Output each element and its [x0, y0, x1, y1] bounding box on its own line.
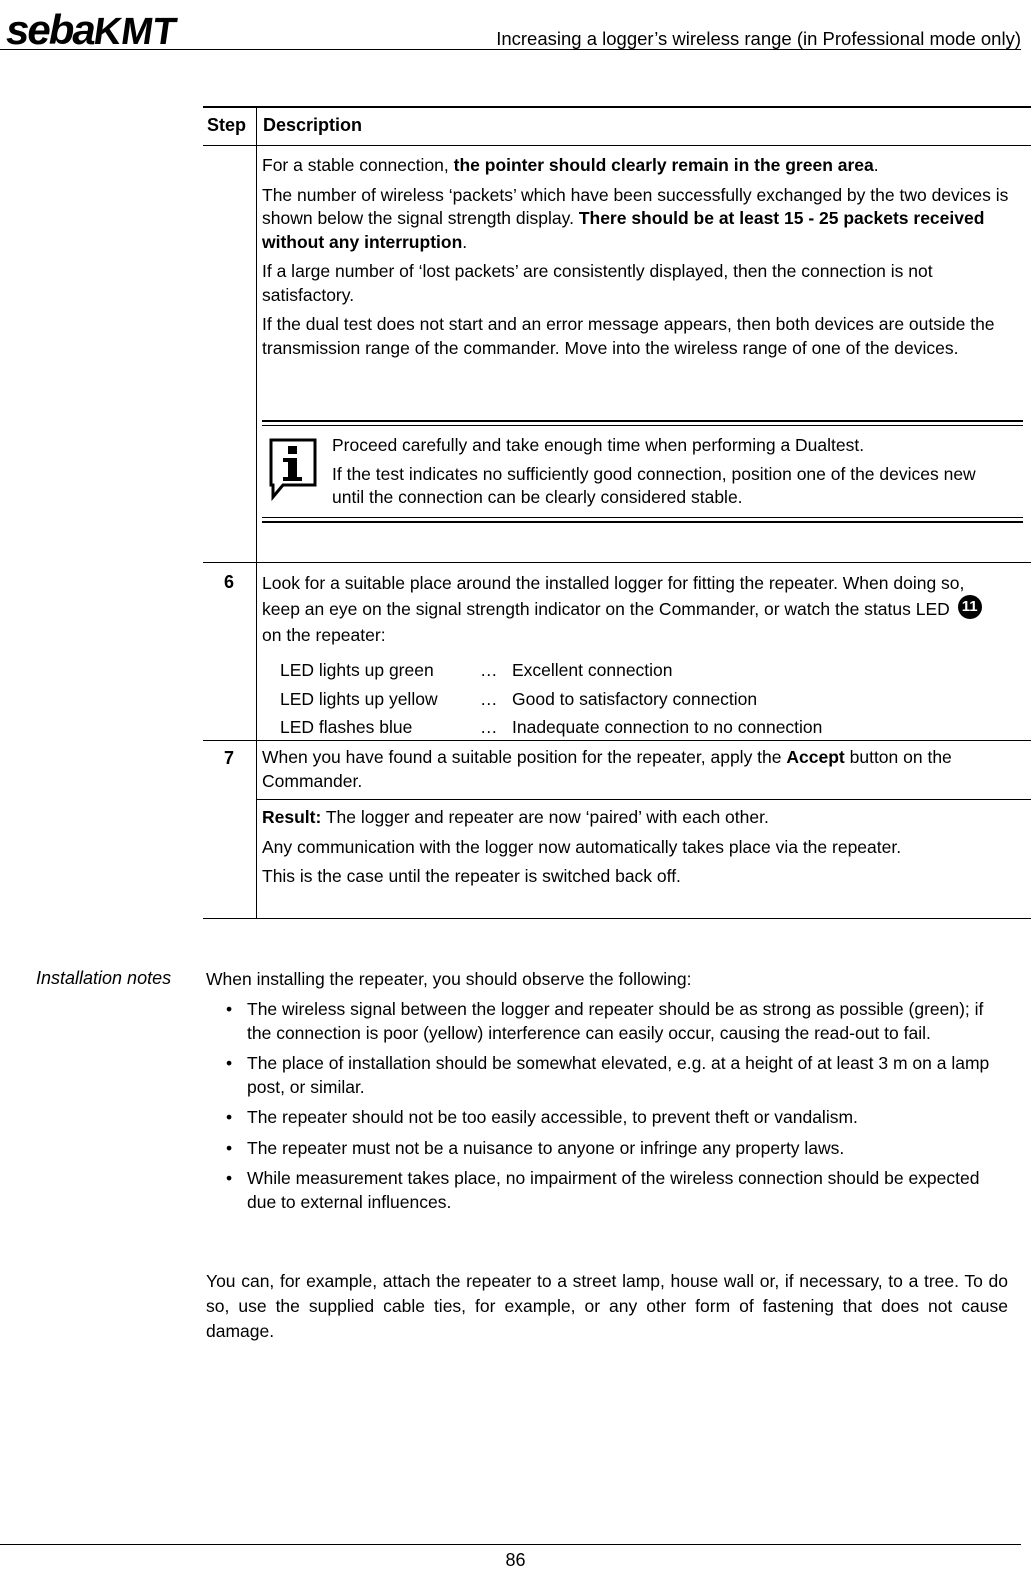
led-callout-badge: 11 — [958, 595, 982, 619]
list-item: • The place of installation should be somewhat elevated, e.g. at a height of at least 3 m on a lamp post, or similar. — [226, 1052, 996, 1099]
led-state-list — [280, 656, 980, 742]
footer-divider — [0, 1544, 1021, 1545]
list-item: • The repeater must not be a nuisance to anyone or infringe any property laws. — [226, 1137, 996, 1161]
installation-intro: When installing the repeater, you should observe the following: — [206, 969, 692, 989]
list-item: • The wireless signal between the logger and repeater should be as strong as possible (green); if the connection is poor (yellow) interference can easily occur, causing the read-out to fail. — [226, 998, 996, 1045]
note-top-rule — [262, 420, 1023, 422]
note-bottom-rule — [262, 521, 1023, 523]
led-state-row: LED flashes blue … Inadequate connection to no connection — [280, 717, 823, 737]
table-row-step-6: Look for a suitable place around the installed logger for fitting the repeater. When doing so, keep an eye on the signal strength indicator on the Commander, or watch the status LED 11 on the repeater: — [262, 570, 1004, 648]
table-top-border — [203, 106, 1031, 108]
installation-closing-paragraph: You can, for example, attach the repeater to a street lamp, house wall or, if necessary, to a tree. To do so, use the supplied cable ties, for example, or any other form of fastening that does not cause damage. — [206, 1271, 1008, 1341]
table-column-separator — [256, 106, 257, 919]
table-header-description: Description — [263, 115, 363, 135]
led-state-row: LED lights up yellow … Good to satisfactory connection — [280, 688, 758, 709]
company-logo: sebaKMT — [6, 6, 179, 53]
header-divider — [0, 49, 1021, 50]
info-icon — [267, 437, 319, 501]
table-row-continued: For a stable connection, the pointer should clearly remain in the green area. The number of wireless ‘packets’ which have been successfully exchanged by the two devices is shown below the signal strength display. There should be at least 15 - 25 packets received without any interruption. If a large number of ‘lost packets’ are consistently displayed, then the connection is not satisfactory. If the dual test does not start and an error message appears, then both devices are outside the transmission range of the commander. Move into the wireless range of one of the devices. — [262, 155, 1009, 358]
result-divider — [256, 799, 1031, 800]
side-label-installation-notes: Installation notes — [36, 968, 172, 988]
note-top-rule-thin — [262, 425, 1023, 426]
table-header-divider — [203, 145, 1031, 146]
page-number: 86 — [505, 1550, 526, 1570]
table-bottom-border — [203, 918, 1031, 919]
list-item: • While measurement takes place, no impairment of the wireless connection should be expected due to external influences. — [226, 1167, 996, 1214]
note-text: Proceed carefully and take enough time when performing a Dualtest. If the test indicates no sufficiently good connection, position one of the devices new until the connection can be clearly considered stable. — [332, 435, 976, 507]
table-row-step-7: When you have found a suitable position for the repeater, apply the Accept button on the Commander. — [262, 747, 952, 791]
table-row-divider — [203, 740, 1031, 741]
installation-bullet-list — [226, 998, 996, 1221]
table-row-divider — [203, 562, 1031, 563]
led-state-row: LED lights up green … Excellent connection — [280, 660, 673, 680]
step-7-result: Result: The logger and repeater are now ‘paired’ with each other. Any communication with the logger now automatically takes place via the repeater. This is the case until the repeater is switched back off. — [262, 807, 902, 886]
step-number-6: 6 — [223, 572, 234, 592]
page-header-title: Increasing a logger’s wireless range (in Professional mode only) — [496, 28, 1021, 49]
step-number-7: 7 — [223, 748, 234, 768]
list-item: • The repeater should not be too easily accessible, to prevent theft or vandalism. — [226, 1106, 996, 1130]
table-header-step: Step — [207, 115, 247, 135]
note-bottom-rule-thin — [262, 517, 1023, 518]
